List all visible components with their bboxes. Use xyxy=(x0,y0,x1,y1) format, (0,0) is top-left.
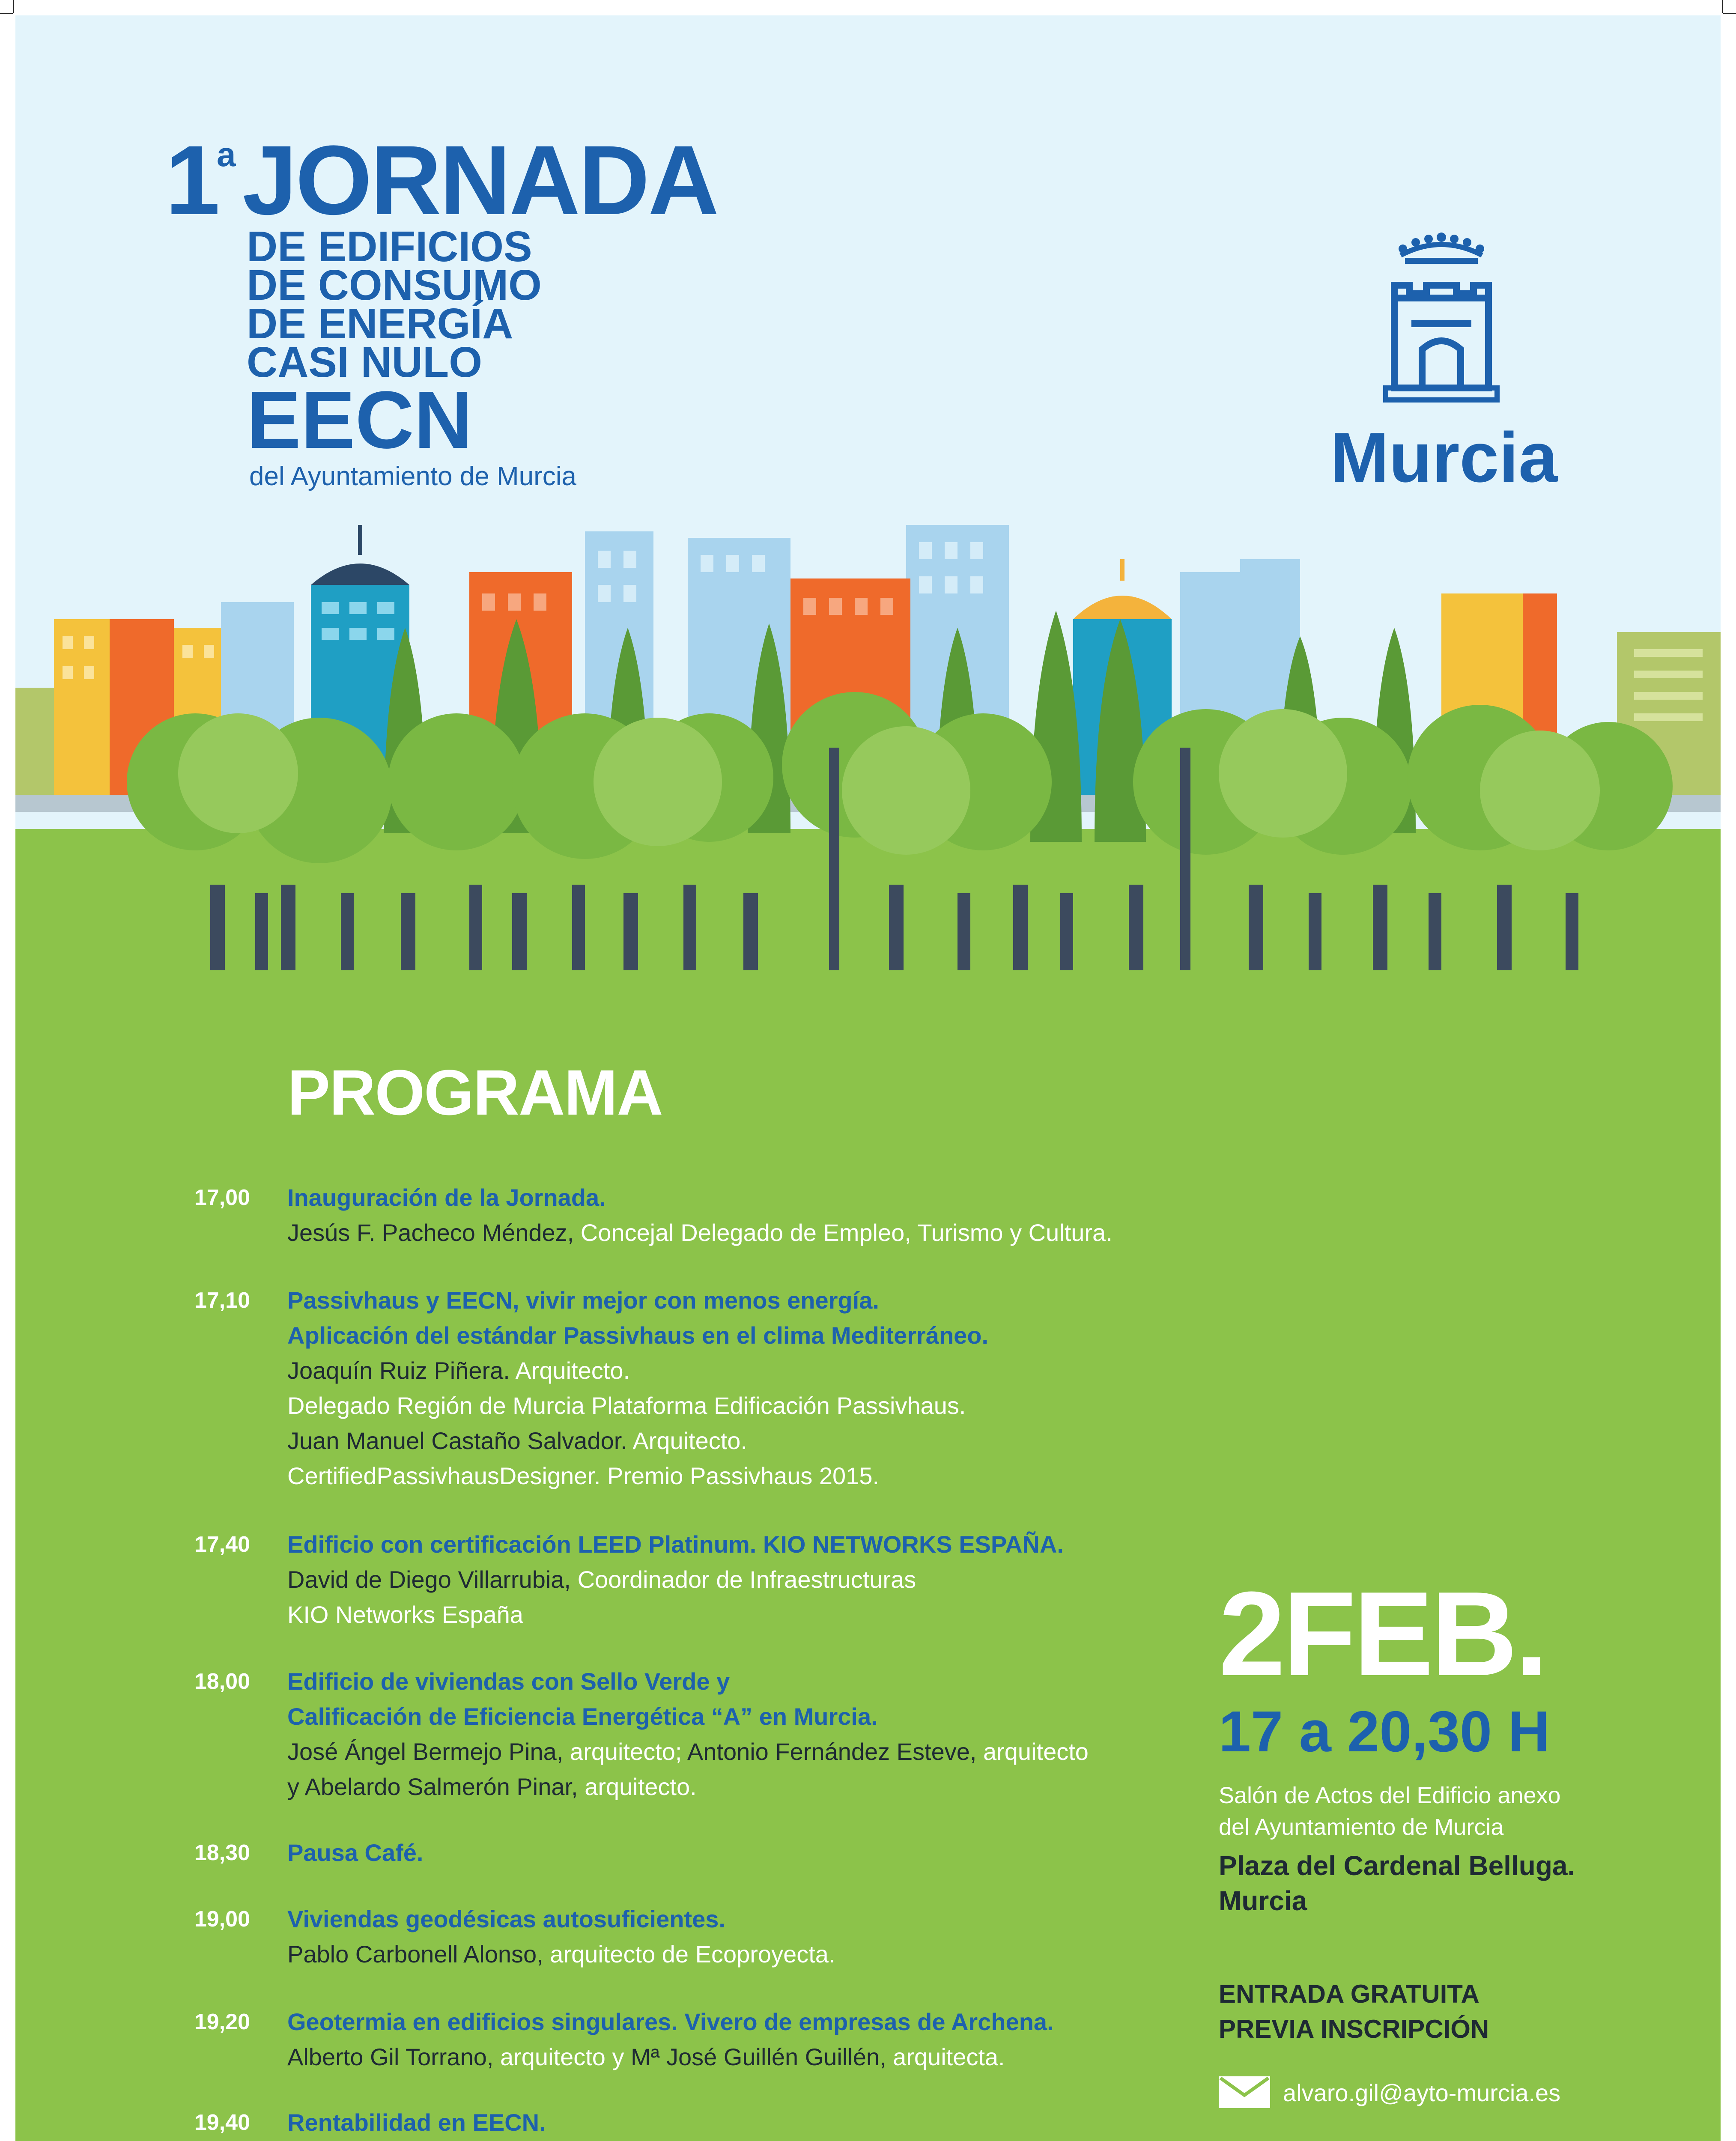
program-title: Rentabilidad en EECN. xyxy=(287,2109,546,2136)
speaker-role: arquitecto xyxy=(983,1738,1089,1765)
speaker-name: Juan Manuel Castaño Salvador. xyxy=(287,1427,633,1454)
program-title: Edificio de viviendas con Sello Verde y xyxy=(287,1668,730,1695)
title-line-2: DE CONSUMO xyxy=(247,261,542,309)
program-title: Geotermia en edificios singulares. Vivero de empresas de Archena. xyxy=(287,2008,1054,2035)
speaker-name: Alberto Gil Torrano, xyxy=(287,2043,500,2070)
program-title: Aplicación del estándar Passivhaus en el clima Mediterráneo. xyxy=(287,1322,989,1349)
program-title: Pausa Café. xyxy=(287,1839,424,1866)
program-time: 17,10 xyxy=(194,1288,250,1313)
venue-line: Salón de Actos del Edificio anexo xyxy=(1219,1783,1561,1808)
envelope-icon xyxy=(1219,2076,1270,2108)
program-time: 19,40 xyxy=(194,2110,250,2135)
program-title: Calificación de Eficiencia Energética “A” en Murcia. xyxy=(287,1703,878,1730)
speaker-name: Antonio Fernández Esteve, xyxy=(687,1738,983,1765)
program-time: 18,00 xyxy=(194,1669,250,1694)
entry-info xyxy=(1219,1977,1647,2047)
speaker-role: CertifiedPassivhausDesigner. Premio Passivhaus 2015. xyxy=(287,1462,880,1489)
speaker-role: arquitecto y xyxy=(500,2043,631,2070)
speaker-role: arquitecto. xyxy=(585,1773,697,1800)
speaker-name: Mª José Guillén Guillén, xyxy=(631,2043,893,2070)
speaker-name: Jesús F. Pacheco Méndez, xyxy=(287,1219,581,1246)
speaker-name: y Abelardo Salmerón Pinar, xyxy=(287,1773,585,1800)
speaker-role: KIO Networks España xyxy=(287,1601,523,1628)
program-title: Viviendas geodésicas autosuficientes. xyxy=(287,1905,725,1932)
venue-line: del Ayuntamiento de Murcia xyxy=(1219,1814,1504,1840)
program-time: 17,00 xyxy=(194,1185,250,1210)
crop-mark xyxy=(13,0,14,13)
event-place xyxy=(1219,1848,1647,1918)
speaker-name: Pablo Carbonell Alonso, xyxy=(287,1941,550,1968)
place-line: Murcia xyxy=(1219,1885,1307,1916)
speaker-role: Arquitecto. xyxy=(632,1427,748,1454)
crop-mark xyxy=(1722,0,1723,13)
speaker-role: Arquitecto. xyxy=(515,1357,630,1384)
title-line-3: DE ENERGÍA xyxy=(247,300,513,348)
entry-line: PREVIA INSCRIPCIÓN xyxy=(1219,2015,1489,2043)
program-time: 17,40 xyxy=(194,1532,250,1557)
event-date: 2FEB. xyxy=(1219,1567,1546,1701)
program-title: Passivhaus y EECN, vivir mejor con menos energía. xyxy=(287,1287,879,1314)
speaker-role: arquitecta. xyxy=(893,2043,1005,2070)
speaker-role: arquitecto de Ecoproyecta. xyxy=(550,1941,835,1968)
title-superscript: a xyxy=(217,135,236,173)
event-hours: 17 a 20,30 H xyxy=(1219,1699,1550,1764)
murcia-logo-text: Murcia xyxy=(1330,418,1558,497)
event-venue xyxy=(1219,1780,1647,1843)
speaker-name: Joaquín Ruiz Piñera. xyxy=(287,1357,516,1384)
poster xyxy=(15,15,1721,2141)
email-link[interactable]: alvaro.gil@ayto-murcia.es xyxy=(1283,2079,1561,2106)
entry-line: ENTRADA GRATUITA xyxy=(1219,1980,1479,2008)
title-subtitle: del Ayuntamiento de Murcia xyxy=(249,462,576,491)
program-time: 18,30 xyxy=(194,1840,250,1865)
speaker-role: Coordinador de Infraestructuras xyxy=(577,1566,916,1593)
contact-email[interactable] xyxy=(1219,2073,1647,2111)
crop-mark xyxy=(0,13,13,14)
title-line-4: CASI NULO xyxy=(247,338,482,386)
crop-mark xyxy=(1723,13,1736,14)
speaker-name: José Ángel Bermejo Pina, xyxy=(287,1738,570,1765)
program-time: 19,00 xyxy=(194,1907,250,1932)
title-line-1: DE EDIFICIOS xyxy=(247,223,532,271)
title-number: 1 xyxy=(165,125,220,235)
speaker-role: Concejal Delegado de Empleo, Turismo y Cultura. xyxy=(580,1219,1113,1246)
program-title: Inauguración de la Jornada. xyxy=(287,1184,606,1211)
place-line: Plaza del Cardenal Belluga. xyxy=(1219,1850,1575,1881)
speaker-role: arquitecto; xyxy=(570,1738,687,1765)
title-acronym: EECN xyxy=(247,375,473,465)
program-title: Edificio con certificación LEED Platinum. KIO NETWORKS ESPAÑA. xyxy=(287,1531,1064,1558)
speaker-name: David de Diego Villarrubia, xyxy=(287,1566,578,1593)
speaker-role: Delegado Región de Murcia Plataforma Edificación Passivhaus. xyxy=(287,1392,966,1419)
title-main: JORNADA xyxy=(242,125,718,235)
program-time: 19,20 xyxy=(194,2010,250,2034)
programa-heading: PROGRAMA xyxy=(287,1056,662,1128)
